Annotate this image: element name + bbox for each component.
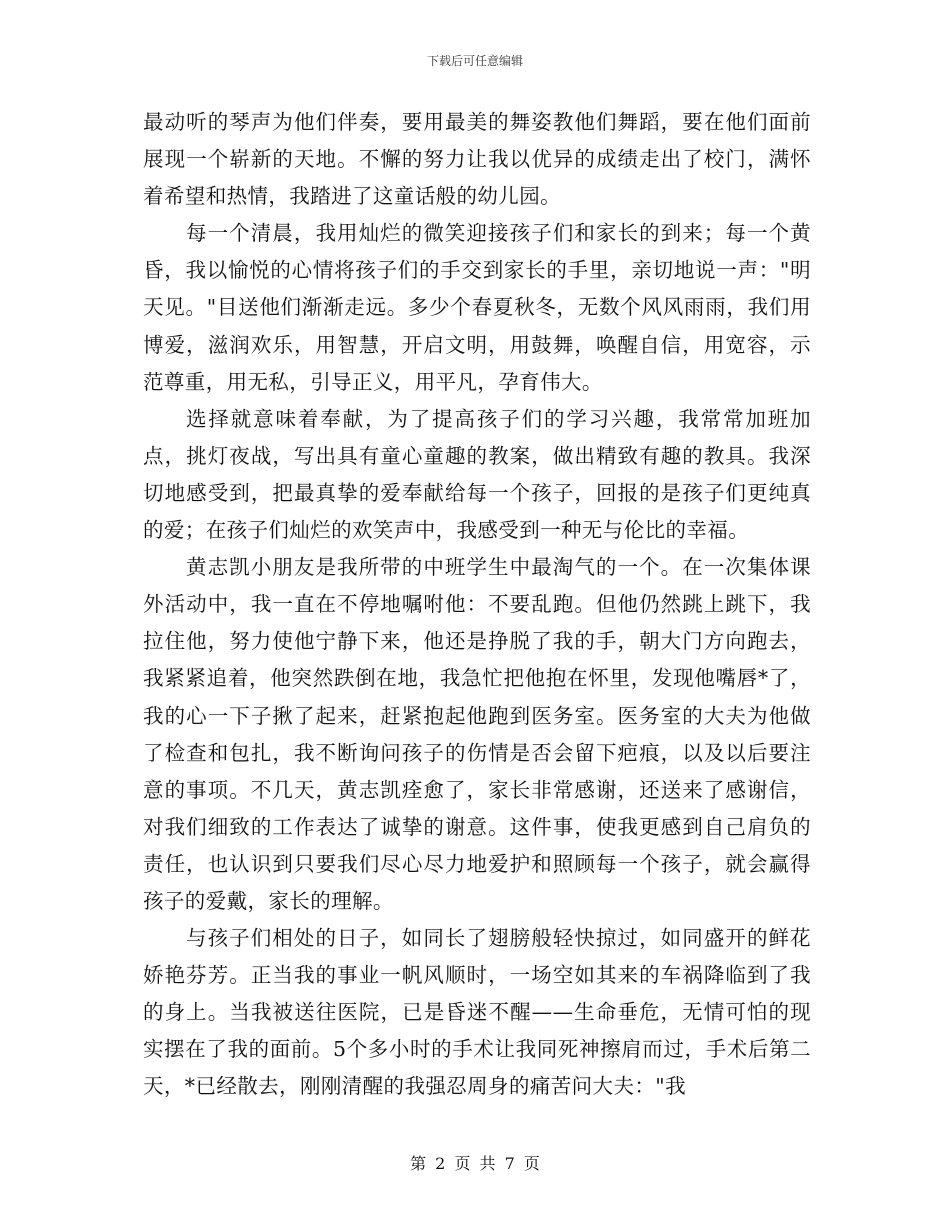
paragraph-3: 选择就意味着奉献，为了提高孩子们的学习兴趣，我常常加班加点，挑灯夜战，写出具有童心童趣的教案，做出精致有趣的教具。我深切地感受到，把最真挚的爱奉献给每一个孩子，回报的是孩子们更纯真的爱；在孩子们灿烂的欢笑声中，我感受到一种无与伦比的幸福。 [143,406,811,543]
paragraph-5: 与孩子们相处的日子，如同长了翅膀般轻快掠过，如同盛开的鲜花娇艳芬芳。正当我的事业一帆风顺时，一场空如其来的车祸降临到了我的身上。当我被送往医院，已是昏迷不醒——生命垂危，无情可怕的现实摆在了我的面前。5个多小时的手术让我同死神擦肩而过，手术后第二天，*已经散去，刚刚清醒的我强忍周身的痛苦问大夫："我 [143,926,811,1099]
paragraph-1: 最动听的琴声为他们伴奏，要用最美的舞姿教他们舞蹈，要在他们面前展现一个崭新的天地。不懈的努力让我以优异的成绩走出了校门，满怀着希望和热情，我踏进了这童话般的幼儿园。 [143,110,811,209]
paragraph-2: 每一个清晨，我用灿烂的微笑迎接孩子们和家长的到来；每一个黄昏，我以愉悦的心情将孩子们的手交到家长的手里，亲切地说一声："明天见。"目送他们渐渐走远。多少个春夏秋冬，无数个风风雨雨，我们用博爱，滋润欢乐，用智慧，开启文明，用鼓舞，唤醒自信，用宽容，示范尊重，用无私，引导正义，用平凡，孕育伟大。 [143,221,811,394]
page-footer: 第 2 页 共 7 页 [410,1154,540,1173]
paragraph-4: 黄志凯小朋友是我所带的中班学生中最淘气的一个。在一次集体课外活动中，我一直在不停地嘱咐他：不要乱跑。但他仍然跳上跳下，我拉住他，努力使他宁静下来，他还是挣脱了我的手，朝大门方向跑去，我紧紧追着，他突然跌倒在地，我急忙把他抱在怀里，发现他嘴唇*了，我的心一下子揪了起来，赶紧抱起他跑到医务室。医务室的大夫为他做了检查和包扎，我不断询问孩子的伤情是否会留下疤痕，以及以后要注意的事项。不几天，黄志凯痊愈了，家长非常感谢，还送来了感谢信，对我们细致的工作表达了诚挚的谢意。这件事，使我更感到自己肩负的责任，也认识到只要我们尽心尽力地爱护和照顾每一个孩子，就会赢得孩子的爱戴，家长的理解。 [143,555,811,913]
page-header: 下载后可任意编辑 [426,54,523,68]
body-text [143,104,811,1106]
